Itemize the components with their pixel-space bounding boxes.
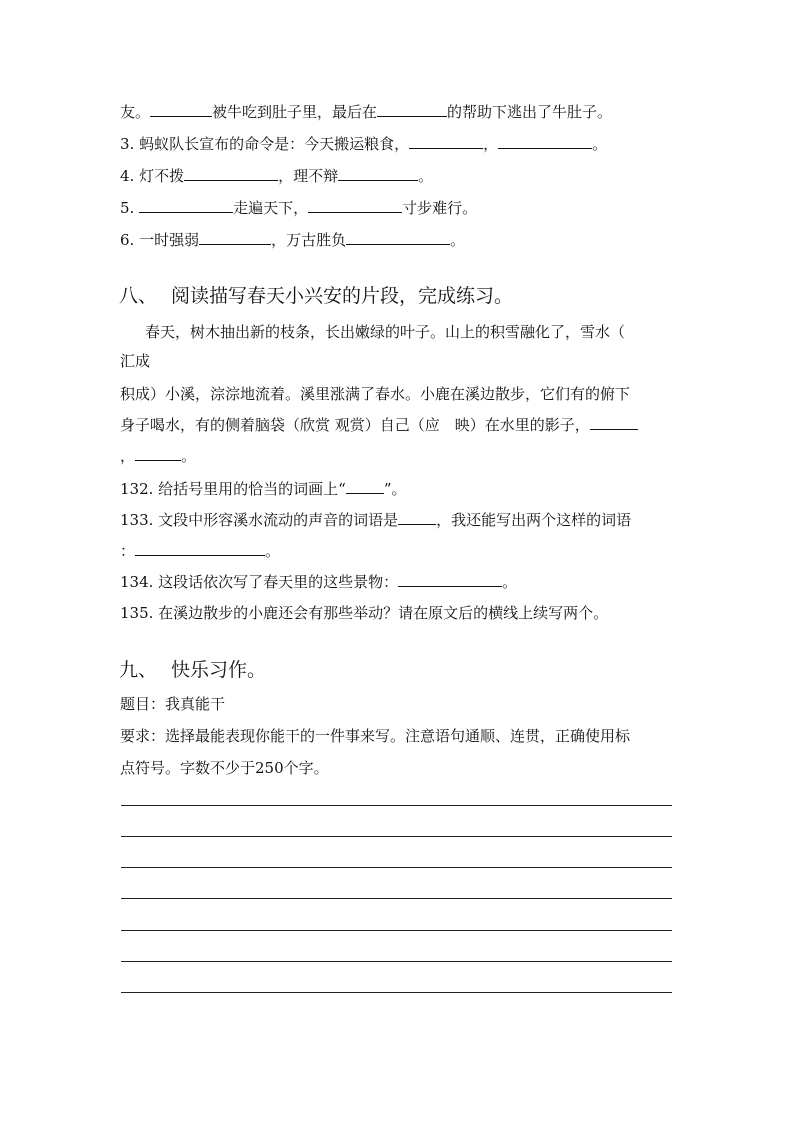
answer-blank[interactable] — [135, 540, 265, 556]
text: 132. 给括号里用的恰当的词画上“ — [120, 480, 346, 498]
text: 133. 文段中形容溪水流动的声音的词语是 — [120, 511, 399, 529]
writing-line[interactable] — [121, 867, 672, 868]
essay-requirement-line-2: 点符号。字数不少于250个字。 — [120, 759, 329, 777]
passage-line-2: 汇成 — [120, 352, 151, 370]
answer-blank[interactable] — [346, 229, 450, 245]
text: 。 — [181, 447, 197, 465]
text: 走遍天下， — [233, 199, 309, 217]
text: ”。 — [383, 480, 407, 498]
answer-blank[interactable] — [184, 165, 278, 181]
text: ： — [120, 542, 136, 560]
text: 被牛吃到肚子里，最后在 — [212, 103, 378, 121]
answer-blank[interactable] — [308, 197, 402, 213]
text: ， — [483, 135, 499, 153]
essay-requirement-line-1: 要求：选择最能表现你能干的一件事来写。注意语句通顺、连贯，正确使用标 — [120, 727, 631, 745]
text: 友。 — [120, 103, 151, 121]
text: ，万古胜负 — [271, 231, 347, 249]
writing-line[interactable] — [121, 961, 672, 962]
section-number: 九、 — [119, 659, 158, 681]
answer-blank[interactable] — [398, 509, 436, 525]
text: 6. 一时强弱 — [120, 231, 200, 249]
text: 4. 灯不拨 — [120, 167, 185, 185]
text: 。 — [502, 573, 518, 591]
answer-blank[interactable] — [150, 101, 212, 117]
question-135: 135. 在溪边散步的小鹿还会有那些举动？请在原文后的横线上续写两个。 — [120, 604, 609, 622]
answer-blank[interactable] — [346, 478, 384, 494]
text: 身子喝水，有的侧着脑袋（欣赏 观赏）自己（应 映）在水里的影子， — [120, 416, 590, 434]
text: ，我还能写出两个这样的词语 — [436, 511, 632, 529]
writing-line[interactable] — [121, 930, 672, 931]
text: 。 — [265, 542, 281, 560]
passage-line-5 — [120, 445, 196, 466]
fill-line-3 — [120, 133, 607, 154]
section-9-heading — [119, 658, 266, 682]
text: 。 — [592, 135, 608, 153]
passage-line-4 — [120, 414, 638, 435]
answer-blank[interactable] — [199, 229, 271, 245]
writing-line[interactable] — [121, 898, 672, 899]
answer-blank[interactable] — [398, 571, 502, 587]
text: 5. — [120, 199, 140, 217]
text: 。 — [450, 231, 466, 249]
section-number: 八、 — [119, 285, 158, 307]
question-133-continued — [120, 540, 280, 561]
section-title: 快乐习作。 — [171, 659, 267, 681]
answer-blank[interactable] — [409, 133, 483, 149]
text: ， — [120, 447, 136, 465]
text: 。 — [418, 167, 434, 185]
essay-topic: 题目：我真能干 — [120, 695, 226, 713]
answer-blank[interactable] — [139, 197, 233, 213]
passage-line-3: 积成）小溪，淙淙地流着。溪里涨满了春水。小鹿在溪边散步，它们有的俯下 — [120, 385, 631, 403]
text: 的帮助下逃出了牛肚子。 — [447, 103, 613, 121]
fill-line-5 — [120, 197, 477, 218]
answer-blank[interactable] — [498, 133, 592, 149]
answer-blank[interactable] — [590, 414, 638, 430]
section-title: 阅读描写春天小兴安的片段，完成练习。 — [171, 285, 514, 307]
fill-line-4 — [120, 165, 433, 186]
writing-line[interactable] — [121, 836, 672, 837]
answer-blank[interactable] — [377, 101, 447, 117]
text: 3. 蚂蚁队长宣布的命令是：今天搬运粮食， — [120, 135, 410, 153]
answer-blank[interactable] — [135, 445, 181, 461]
answer-blank[interactable] — [338, 165, 418, 181]
writing-line[interactable] — [121, 992, 672, 993]
fill-line-6 — [120, 229, 465, 250]
passage-line-1: 春天，树木抽出新的枝条，长出嫩绿的叶子。山上的积雪融化了，雪水（ — [145, 323, 626, 341]
text: 134. 这段话依次写了春天里的这些景物： — [120, 573, 399, 591]
question-132 — [120, 478, 407, 499]
text: 寸步难行。 — [402, 199, 478, 217]
writing-line[interactable] — [121, 805, 672, 806]
question-134 — [120, 571, 517, 592]
text: ，理不辩 — [278, 167, 339, 185]
question-133 — [120, 509, 631, 530]
fill-line-1 — [120, 101, 612, 122]
section-8-heading — [119, 284, 513, 308]
